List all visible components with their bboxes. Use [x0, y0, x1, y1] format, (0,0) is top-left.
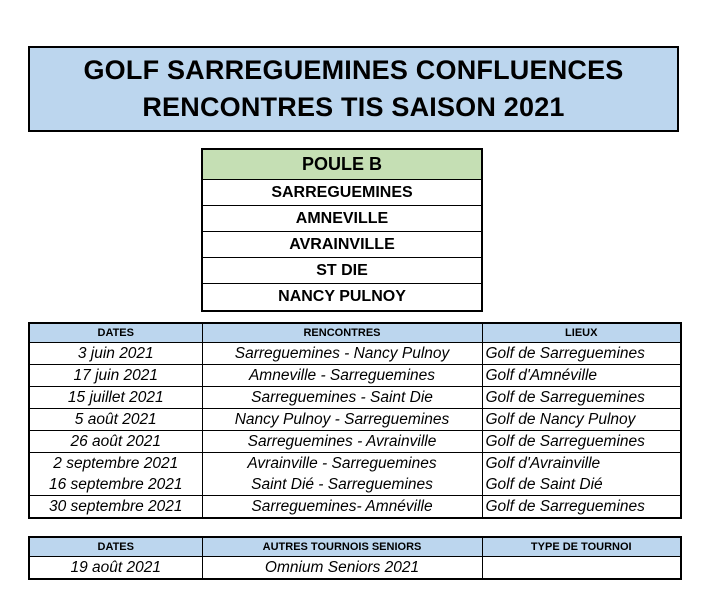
match-teams: Saint Dié - Sarreguemines: [202, 474, 482, 496]
column-header-dates: DATES: [29, 537, 202, 557]
column-header-lieux: LIEUX: [482, 323, 681, 343]
poule-box: [201, 148, 483, 312]
poule-team: AMNEVILLE: [203, 206, 481, 232]
match-teams: Nancy Pulnoy - Sarreguemines: [202, 409, 482, 431]
tournament-type: [482, 557, 681, 580]
match-teams: Sarreguemines - Saint Die: [202, 387, 482, 409]
tournaments-header-row: [29, 537, 681, 557]
match-date: 2 septembre 2021: [29, 453, 202, 475]
table-row: [29, 387, 681, 409]
match-venue: Golf de Sarreguemines: [482, 496, 681, 519]
match-venue: Golf de Sarreguemines: [482, 387, 681, 409]
table-row: [29, 453, 681, 475]
match-date: 30 septembre 2021: [29, 496, 202, 519]
match-venue: Golf d'Avrainville: [482, 453, 681, 475]
match-date: 15 juillet 2021: [29, 387, 202, 409]
match-venue: Golf de Nancy Pulnoy: [482, 409, 681, 431]
tournaments-table: [28, 536, 682, 580]
match-venue: Golf de Sarreguemines: [482, 431, 681, 453]
poule-heading: POULE B: [203, 150, 481, 180]
title-line-2: RENCONTRES TIS SAISON 2021: [142, 92, 565, 122]
table-row: [29, 409, 681, 431]
poule-team: AVRAINVILLE: [203, 232, 481, 258]
match-teams: Amneville - Sarreguemines: [202, 365, 482, 387]
match-date: 17 juin 2021: [29, 365, 202, 387]
match-venue: Golf de Saint Dié: [482, 474, 681, 496]
table-row: [29, 557, 681, 580]
matches-header-row: [29, 323, 681, 343]
title-banner: [28, 46, 679, 132]
table-row: [29, 365, 681, 387]
match-date: 3 juin 2021: [29, 343, 202, 365]
column-header-rencontres: RENCONTRES: [202, 323, 482, 343]
table-row: [29, 474, 681, 496]
match-date: 16 septembre 2021: [29, 474, 202, 496]
table-row: [29, 343, 681, 365]
matches-table: [28, 322, 682, 519]
poule-team: ST DIE: [203, 258, 481, 284]
column-header-dates: DATES: [29, 323, 202, 343]
title-line-1: GOLF SARREGUEMINES CONFLUENCES: [83, 55, 624, 85]
match-teams: Sarreguemines- Amnéville: [202, 496, 482, 519]
match-venue: Golf de Sarreguemines: [482, 343, 681, 365]
column-header-type-tournoi: TYPE DE TOURNOI: [482, 537, 681, 557]
tournament-name: Omnium Seniors 2021: [202, 557, 482, 580]
match-date: 26 août 2021: [29, 431, 202, 453]
tournament-date: 19 août 2021: [29, 557, 202, 580]
table-row: [29, 431, 681, 453]
column-header-autres-tournois: AUTRES TOURNOIS SENIORS: [202, 537, 482, 557]
match-teams: Sarreguemines - Nancy Pulnoy: [202, 343, 482, 365]
match-teams: Sarreguemines - Avrainville: [202, 431, 482, 453]
match-teams: Avrainville - Sarreguemines: [202, 453, 482, 475]
match-date: 5 août 2021: [29, 409, 202, 431]
match-venue: Golf d'Amnéville: [482, 365, 681, 387]
table-row: [29, 496, 681, 519]
poule-team: NANCY PULNOY: [278, 288, 406, 305]
poule-team: SARREGUEMINES: [203, 180, 481, 206]
